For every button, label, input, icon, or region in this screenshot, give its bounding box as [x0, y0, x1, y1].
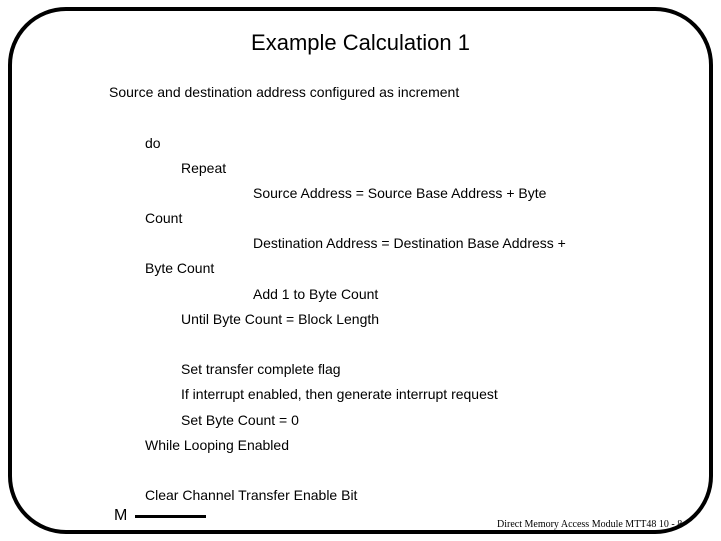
logo-underline — [135, 515, 206, 518]
intro-line: Source and destination address configured as increment — [109, 84, 460, 100]
interrupt-line: If interrupt enabled, then generate interrupt request — [181, 386, 498, 402]
add-byte-count-line: Add 1 to Byte Count — [253, 286, 379, 302]
source-address-continuation: Count — [145, 210, 183, 226]
source-address-line: Source Address = Source Base Address + Byte — [253, 185, 547, 201]
slide-title: Example Calculation 1 — [251, 30, 470, 55]
until-line: Until Byte Count = Block Length — [181, 311, 380, 327]
company-logo: M — [114, 507, 128, 524]
clear-enable-line: Clear Channel Transfer Enable Bit — [145, 487, 358, 503]
destination-address-continuation: Byte Count — [145, 260, 215, 276]
do-line: do — [145, 135, 161, 151]
reset-byte-count-line: Set Byte Count = 0 — [181, 412, 299, 428]
repeat-line: Repeat — [181, 160, 227, 176]
destination-address-line: Destination Address = Destination Base Address + — [253, 235, 566, 251]
while-line: While Looping Enabled — [145, 437, 289, 453]
slide-footer: Direct Memory Access Module MTT48 10 - 8 — [497, 519, 683, 530]
transfer-complete-line: Set transfer complete flag — [181, 361, 341, 377]
